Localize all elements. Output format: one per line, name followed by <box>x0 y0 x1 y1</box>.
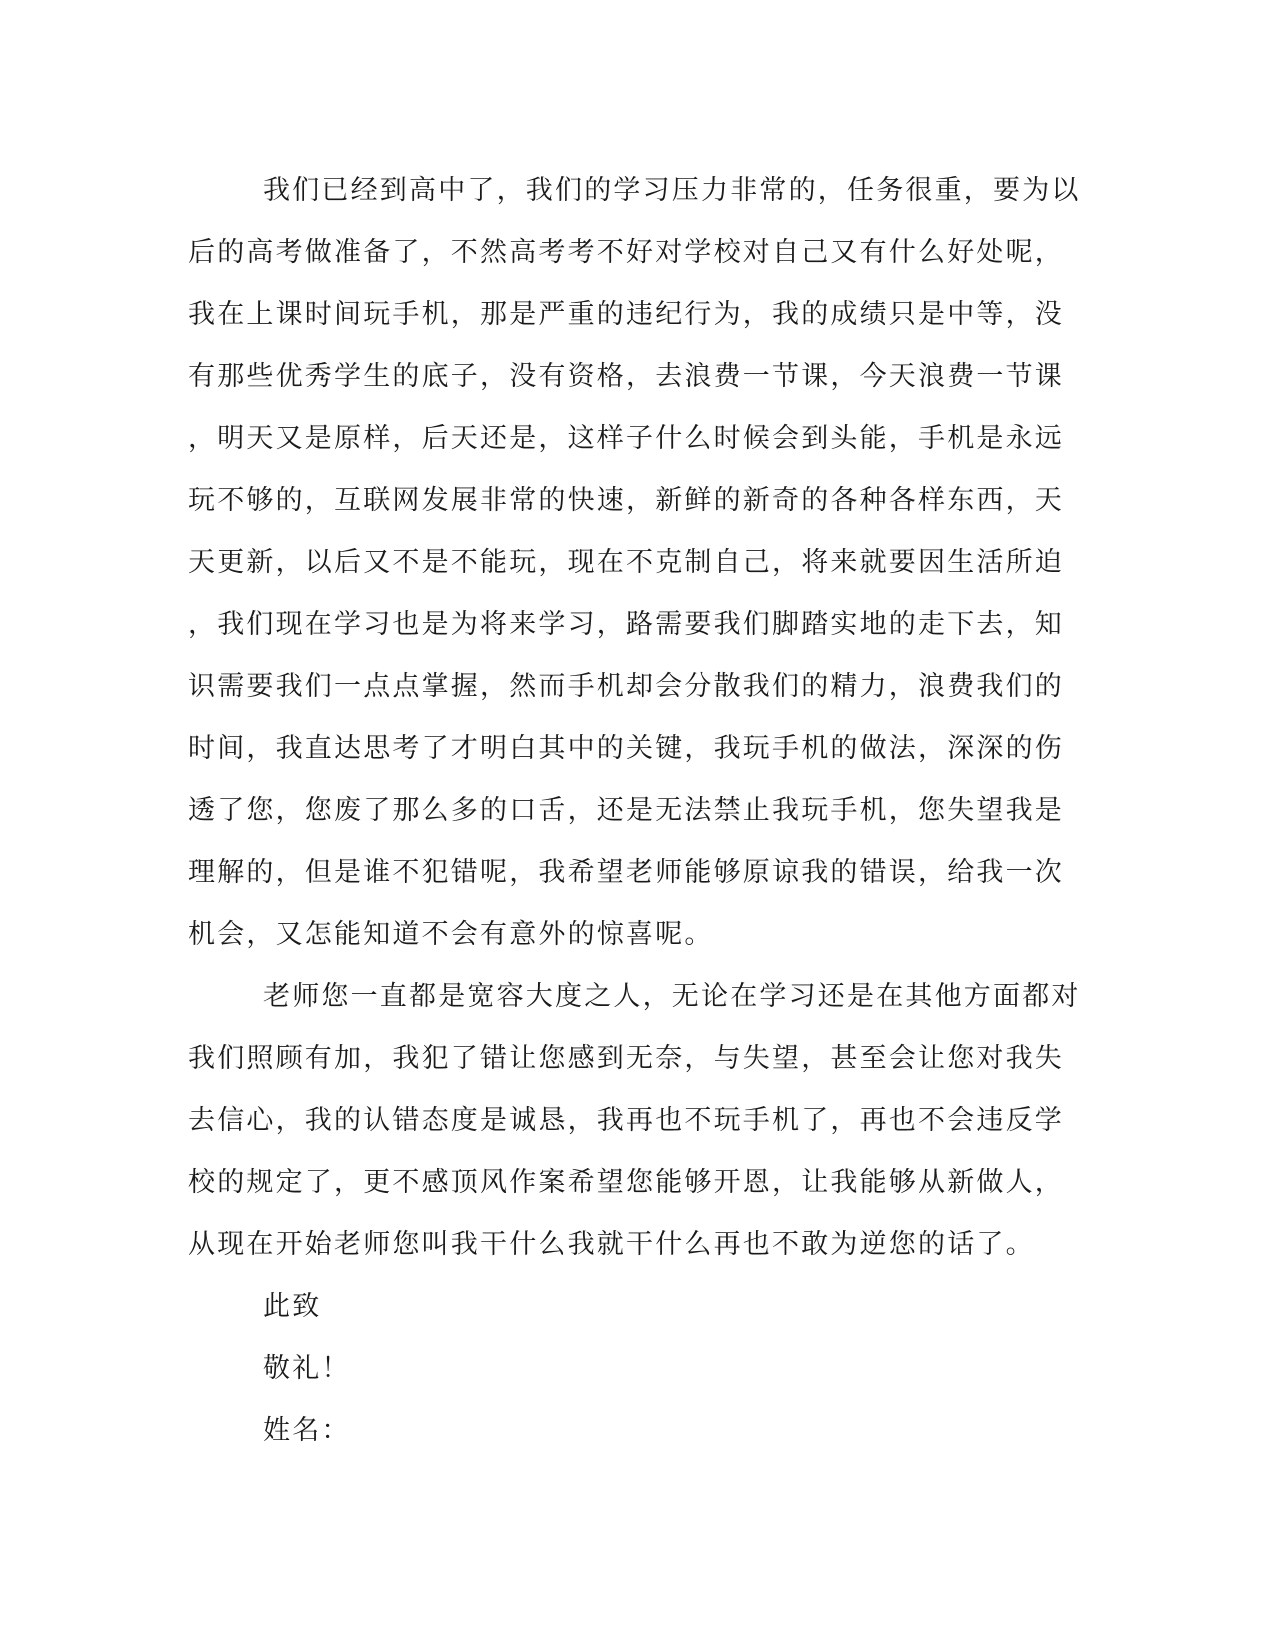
text-line: 我在上课时间玩手机，那是严重的违纪行为，我的成绩只是中等，没 <box>188 299 1064 330</box>
text-line: 玩不够的，互联网发展非常的快速，新鲜的新奇的各种各样东西，天 <box>188 485 1064 516</box>
text-line: 机会，又怎能知道不会有意外的惊喜呢。 <box>188 919 714 950</box>
text-line: 识需要我们一点点掌握，然而手机却会分散我们的精力，浪费我们的 <box>188 671 1064 702</box>
paragraph-1 <box>188 160 1088 966</box>
text-line: 我们已经到高中了，我们的学习压力非常的，任务很重，要为以 <box>263 175 1081 206</box>
text-line: 从现在开始老师您叫我干什么我就干什么再也不敢为逆您的话了。 <box>188 1229 1035 1260</box>
letter-body <box>188 160 1088 1462</box>
respect-line: 敬礼！ <box>263 1353 351 1384</box>
name-label: 姓名： <box>263 1415 351 1446</box>
text-line: 时间，我直达思考了才明白其中的关键，我玩手机的做法，深深的伤 <box>188 733 1064 764</box>
text-line: 我们照顾有加，我犯了错让您感到无奈，与失望，甚至会让您对我失 <box>188 1043 1064 1074</box>
text-line: 透了您，您废了那么多的口舌，还是无法禁止我玩手机，您失望我是 <box>188 795 1064 826</box>
text-line: ，明天又是原样，后天还是，这样子什么时候会到头能，手机是永远 <box>188 423 1064 454</box>
text-line: ，我们现在学习也是为将来学习，路需要我们脚踏实地的走下去，知 <box>188 609 1064 640</box>
salutation: 此致 <box>263 1291 322 1322</box>
text-line: 天更新，以后又不是不能玩，现在不克制自己，将来就要因生活所迫 <box>188 547 1064 578</box>
closing <box>188 1276 1088 1462</box>
text-line: 去信心，我的认错态度是诚恳，我再也不玩手机了，再也不会违反学 <box>188 1105 1064 1136</box>
text-line: 理解的，但是谁不犯错呢，我希望老师能够原谅我的错误，给我一次 <box>188 857 1064 888</box>
text-line: 老师您一直都是宽容大度之人，无论在学习还是在其他方面都对 <box>263 981 1081 1012</box>
paragraph-2 <box>188 966 1088 1276</box>
text-line: 后的高考做准备了，不然高考考不好对学校对自己又有什么好处呢， <box>188 237 1064 268</box>
text-line: 有那些优秀学生的底子，没有资格，去浪费一节课，今天浪费一节课 <box>188 361 1064 392</box>
text-line: 校的规定了，更不感顶风作案希望您能够开恩，让我能够从新做人， <box>188 1167 1064 1198</box>
